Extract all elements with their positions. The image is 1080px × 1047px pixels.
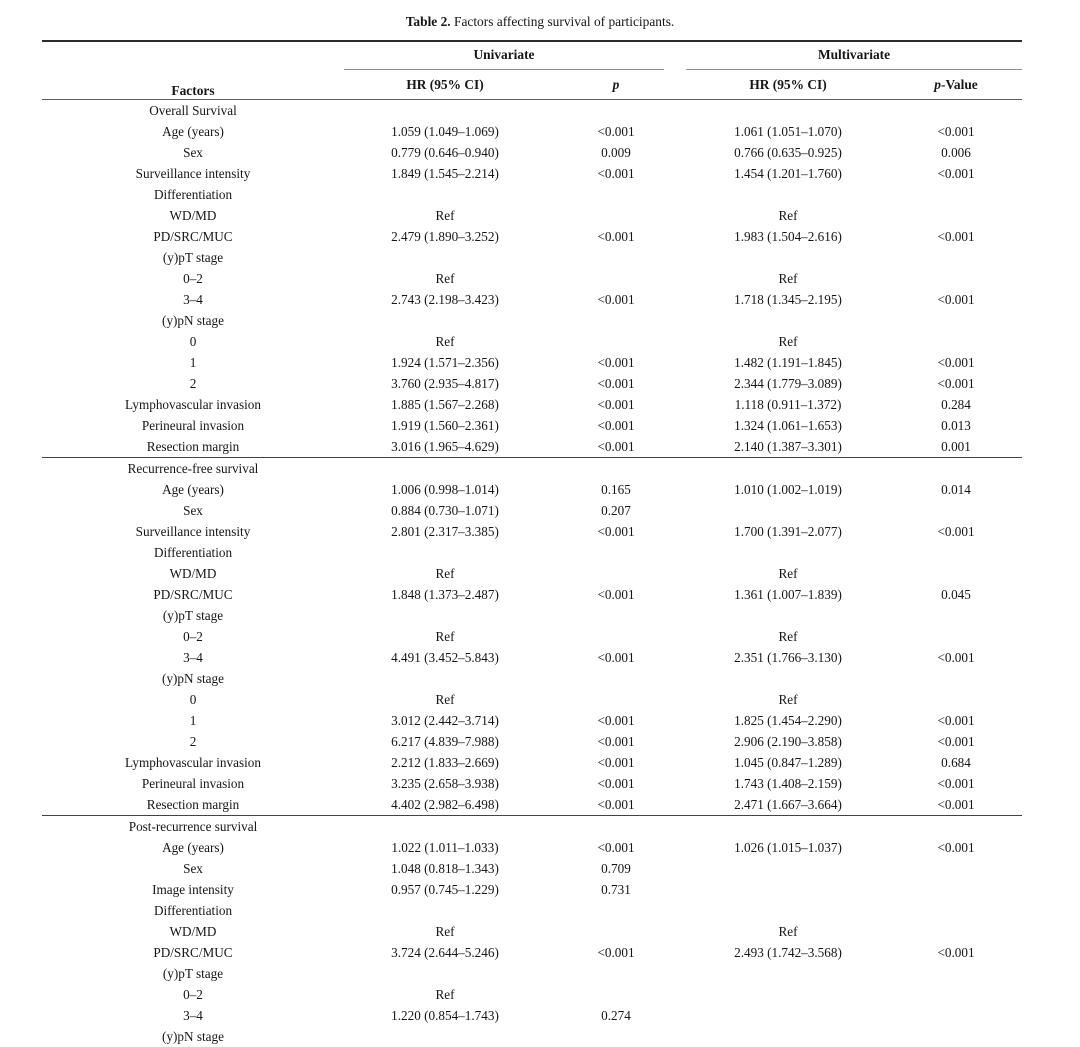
uni-p-cell: <0.001 <box>546 373 686 394</box>
table-row <box>42 205 1022 226</box>
factor-cell: (y)pN stage <box>42 668 344 689</box>
multi-p-cell <box>890 921 1022 942</box>
uni-hr-cell: 3.235 (2.658–3.938) <box>344 773 546 794</box>
table-row <box>42 163 1022 184</box>
uni-hr-cell <box>344 458 546 480</box>
factor-cell: 0–2 <box>42 984 344 1005</box>
multi-hr-cell: 1.045 (0.847–1.289) <box>686 752 890 773</box>
table-row <box>42 268 1022 289</box>
factor-cell: (y)pT stage <box>42 963 344 984</box>
multi-hr-cell: Ref <box>686 689 890 710</box>
uni-p-cell: <0.001 <box>546 352 686 373</box>
multi-p-cell <box>890 542 1022 563</box>
table-row <box>42 373 1022 394</box>
table-row <box>42 331 1022 352</box>
table-row <box>42 100 1022 122</box>
multi-hr-cell <box>686 605 890 626</box>
multi-p-cell <box>890 310 1022 331</box>
multi-p-cell: <0.001 <box>890 163 1022 184</box>
factor-cell: Perineural invasion <box>42 415 344 436</box>
factor-cell: Resection margin <box>42 794 344 816</box>
factor-cell: (y)pN stage <box>42 310 344 331</box>
uni-hr-cell: 1.006 (0.998–1.014) <box>344 479 546 500</box>
factor-cell: PD/SRC/MUC <box>42 584 344 605</box>
uni-hr-cell: 1.048 (0.818–1.343) <box>344 858 546 879</box>
table-caption <box>0 0 1080 40</box>
multi-p-cell: <0.001 <box>890 731 1022 752</box>
factor-cell: 0 <box>42 331 344 352</box>
multi-p-cell <box>890 626 1022 647</box>
multi-hr-cell: Ref <box>686 205 890 226</box>
uni-hr-cell: 0.884 (0.730–1.071) <box>344 500 546 521</box>
factor-cell: Perineural invasion <box>42 773 344 794</box>
uni-p-cell <box>546 205 686 226</box>
multi-hr-cell: Ref <box>686 563 890 584</box>
factor-cell: Age (years) <box>42 837 344 858</box>
multi-hr-cell: 1.026 (1.015–1.037) <box>686 837 890 858</box>
table-caption-text: Factors affecting survival of participants. <box>454 14 674 29</box>
multi-hr-cell <box>686 858 890 879</box>
uni-p-cell <box>546 963 686 984</box>
multi-hr-cell: 1.718 (1.345–2.195) <box>686 289 890 310</box>
multi-p-cell: <0.001 <box>890 121 1022 142</box>
table-row <box>42 1026 1022 1047</box>
uni-p-cell <box>546 668 686 689</box>
uni-hr-cell: Ref <box>344 331 546 352</box>
table-row <box>42 731 1022 752</box>
section-overall-survival <box>42 100 1022 458</box>
table-row <box>42 563 1022 584</box>
group-header-row <box>42 41 1022 70</box>
multi-p-cell <box>890 247 1022 268</box>
factor-cell: Sex <box>42 142 344 163</box>
factor-cell: 2 <box>42 731 344 752</box>
table-row <box>42 142 1022 163</box>
multi-hr-cell <box>686 879 890 900</box>
uni-p-cell <box>546 816 686 838</box>
table-row <box>42 752 1022 773</box>
uni-hr-cell: 2.212 (1.833–2.669) <box>344 752 546 773</box>
factor-cell: Lymphovascular invasion <box>42 752 344 773</box>
uni-p-cell: <0.001 <box>546 121 686 142</box>
multivariate-p-header-suffix: -Value <box>941 77 978 92</box>
factor-cell: PD/SRC/MUC <box>42 942 344 963</box>
factor-cell: Sex <box>42 500 344 521</box>
uni-p-cell <box>546 184 686 205</box>
uni-p-cell: <0.001 <box>546 521 686 542</box>
uni-hr-cell: 1.022 (1.011–1.033) <box>344 837 546 858</box>
uni-p-cell <box>546 310 686 331</box>
table-row <box>42 226 1022 247</box>
factor-cell: 0–2 <box>42 626 344 647</box>
uni-p-cell: <0.001 <box>546 163 686 184</box>
table-row <box>42 289 1022 310</box>
uni-p-cell <box>546 247 686 268</box>
table-row <box>42 542 1022 563</box>
multi-hr-cell: 1.454 (1.201–1.760) <box>686 163 890 184</box>
factor-cell: Overall Survival <box>42 100 344 122</box>
univariate-group-header-cell <box>344 41 686 70</box>
factor-cell: Age (years) <box>42 121 344 142</box>
uni-p-cell <box>546 268 686 289</box>
table-row <box>42 1005 1022 1026</box>
uni-hr-cell <box>344 963 546 984</box>
uni-p-cell: <0.001 <box>546 436 686 458</box>
multi-p-cell <box>890 331 1022 352</box>
multi-hr-cell <box>686 963 890 984</box>
uni-hr-cell: 2.743 (2.198–3.423) <box>344 289 546 310</box>
multi-hr-cell: 1.743 (1.408–2.159) <box>686 773 890 794</box>
multi-hr-cell <box>686 500 890 521</box>
multi-p-cell: <0.001 <box>890 794 1022 816</box>
uni-hr-cell: 1.848 (1.373–2.487) <box>344 584 546 605</box>
table-row <box>42 668 1022 689</box>
uni-hr-cell: Ref <box>344 921 546 942</box>
multi-p-cell: <0.001 <box>890 942 1022 963</box>
multi-p-cell <box>890 816 1022 838</box>
table-row <box>42 415 1022 436</box>
multi-p-cell: <0.001 <box>890 521 1022 542</box>
multi-p-cell: <0.001 <box>890 226 1022 247</box>
table-row <box>42 247 1022 268</box>
uni-hr-cell: 3.760 (2.935–4.817) <box>344 373 546 394</box>
table-row <box>42 984 1022 1005</box>
factor-cell: Image intensity <box>42 879 344 900</box>
factor-cell: WD/MD <box>42 205 344 226</box>
factor-cell: (y)pT stage <box>42 605 344 626</box>
uni-p-cell: <0.001 <box>546 773 686 794</box>
uni-hr-cell: 1.849 (1.545–2.214) <box>344 163 546 184</box>
table-header <box>42 41 1022 100</box>
univariate-hr-header: HR (95% CI) <box>344 70 546 100</box>
uni-p-cell <box>546 563 686 584</box>
multi-p-cell: 0.684 <box>890 752 1022 773</box>
uni-p-cell: 0.274 <box>546 1005 686 1026</box>
uni-hr-cell: Ref <box>344 626 546 647</box>
uni-hr-cell: 2.479 (1.890–3.252) <box>344 226 546 247</box>
uni-hr-cell: Ref <box>344 984 546 1005</box>
uni-p-cell: <0.001 <box>546 289 686 310</box>
factor-cell: Sex <box>42 858 344 879</box>
factor-cell: 0 <box>42 689 344 710</box>
table-row <box>42 121 1022 142</box>
multi-p-cell: 0.013 <box>890 415 1022 436</box>
uni-p-cell <box>546 921 686 942</box>
uni-p-cell: <0.001 <box>546 752 686 773</box>
multi-p-cell <box>890 563 1022 584</box>
multi-hr-cell: 1.118 (0.911–1.372) <box>686 394 890 415</box>
multi-p-cell <box>890 668 1022 689</box>
section-post-recurrence-survival <box>42 816 1022 1047</box>
factor-cell: Post-recurrence survival <box>42 816 344 838</box>
factor-cell: WD/MD <box>42 921 344 942</box>
factor-cell: Lymphovascular invasion <box>42 394 344 415</box>
uni-hr-cell <box>344 668 546 689</box>
uni-p-cell <box>546 458 686 480</box>
multi-hr-cell <box>686 184 890 205</box>
table-row <box>42 436 1022 458</box>
multi-p-cell <box>890 205 1022 226</box>
univariate-group-label: Univariate <box>344 42 664 70</box>
table-row <box>42 689 1022 710</box>
uni-hr-cell <box>344 900 546 921</box>
factor-cell: 1 <box>42 352 344 373</box>
table-row <box>42 900 1022 921</box>
multi-p-cell: 0.001 <box>890 436 1022 458</box>
factor-cell: Recurrence-free survival <box>42 458 344 480</box>
uni-hr-cell: 3.012 (2.442–3.714) <box>344 710 546 731</box>
multi-hr-cell: 2.351 (1.766–3.130) <box>686 647 890 668</box>
table-row <box>42 647 1022 668</box>
uni-p-cell: <0.001 <box>546 710 686 731</box>
uni-p-cell: <0.001 <box>546 394 686 415</box>
multi-hr-cell: Ref <box>686 921 890 942</box>
table-row <box>42 394 1022 415</box>
uni-hr-cell: 1.924 (1.571–2.356) <box>344 352 546 373</box>
multi-hr-cell: Ref <box>686 331 890 352</box>
uni-p-cell <box>546 605 686 626</box>
multi-hr-cell <box>686 310 890 331</box>
multi-p-cell <box>890 689 1022 710</box>
multi-p-cell: <0.001 <box>890 373 1022 394</box>
factor-cell: 3–4 <box>42 289 344 310</box>
uni-hr-cell: 6.217 (4.839–7.988) <box>344 731 546 752</box>
factor-cell: 3–4 <box>42 647 344 668</box>
multi-hr-cell: 1.061 (1.051–1.070) <box>686 121 890 142</box>
multi-p-cell: <0.001 <box>890 289 1022 310</box>
multi-p-cell <box>890 879 1022 900</box>
table-row <box>42 794 1022 816</box>
uni-p-cell: <0.001 <box>546 837 686 858</box>
uni-p-cell: 0.207 <box>546 500 686 521</box>
table-row <box>42 879 1022 900</box>
uni-p-cell: <0.001 <box>546 226 686 247</box>
uni-p-cell: <0.001 <box>546 731 686 752</box>
uni-hr-cell: 1.059 (1.049–1.069) <box>344 121 546 142</box>
univariate-p-header: p <box>546 70 686 100</box>
uni-hr-cell: 1.885 (1.567–2.268) <box>344 394 546 415</box>
uni-p-cell <box>546 331 686 352</box>
table-row <box>42 963 1022 984</box>
survival-factors-table <box>42 40 1022 1047</box>
multi-p-cell: <0.001 <box>890 647 1022 668</box>
multi-p-cell: <0.001 <box>890 773 1022 794</box>
uni-p-cell <box>546 626 686 647</box>
table-row <box>42 584 1022 605</box>
multi-p-cell: <0.001 <box>890 710 1022 731</box>
multivariate-hr-header: HR (95% CI) <box>686 70 890 100</box>
multi-hr-cell: 2.493 (1.742–3.568) <box>686 942 890 963</box>
multi-p-cell <box>890 1026 1022 1047</box>
multi-hr-cell: 1.482 (1.191–1.845) <box>686 352 890 373</box>
factor-cell: Age (years) <box>42 479 344 500</box>
table-row <box>42 858 1022 879</box>
multivariate-group-label: Multivariate <box>686 42 1022 70</box>
multi-hr-cell: Ref <box>686 626 890 647</box>
multivariate-group-header-cell <box>686 41 1022 70</box>
multi-hr-cell: 2.344 (1.779–3.089) <box>686 373 890 394</box>
multi-p-cell <box>890 963 1022 984</box>
uni-p-cell <box>546 984 686 1005</box>
uni-hr-cell <box>344 605 546 626</box>
factor-cell: Differentiation <box>42 542 344 563</box>
table-row <box>42 626 1022 647</box>
multi-p-cell <box>890 184 1022 205</box>
table-row <box>42 458 1022 480</box>
table-row <box>42 921 1022 942</box>
factor-cell: (y)pN stage <box>42 1026 344 1047</box>
multi-hr-cell <box>686 247 890 268</box>
multi-hr-cell: 1.825 (1.454–2.290) <box>686 710 890 731</box>
multi-p-cell: <0.001 <box>890 837 1022 858</box>
multi-hr-cell: 1.700 (1.391–2.077) <box>686 521 890 542</box>
multi-p-cell: 0.045 <box>890 584 1022 605</box>
multi-hr-cell: 1.010 (1.002–1.019) <box>686 479 890 500</box>
multi-p-cell <box>890 100 1022 122</box>
table-row <box>42 479 1022 500</box>
uni-hr-cell: 4.491 (3.452–5.843) <box>344 647 546 668</box>
multi-hr-cell: 2.471 (1.667–3.664) <box>686 794 890 816</box>
factor-cell: 0–2 <box>42 268 344 289</box>
uni-hr-cell <box>344 1026 546 1047</box>
table-row <box>42 710 1022 731</box>
factor-cell: 2 <box>42 373 344 394</box>
uni-hr-cell <box>344 310 546 331</box>
factor-cell: 3–4 <box>42 1005 344 1026</box>
table-row <box>42 942 1022 963</box>
uni-p-cell: 0.709 <box>546 858 686 879</box>
multi-hr-cell <box>686 1005 890 1026</box>
multi-hr-cell: 2.140 (1.387–3.301) <box>686 436 890 458</box>
section-recurrence-free-survival <box>42 458 1022 816</box>
multi-hr-cell: 1.983 (1.504–2.616) <box>686 226 890 247</box>
uni-p-cell: 0.165 <box>546 479 686 500</box>
uni-hr-cell: 3.724 (2.644–5.246) <box>344 942 546 963</box>
uni-p-cell: <0.001 <box>546 794 686 816</box>
table-row <box>42 310 1022 331</box>
multi-p-cell <box>890 605 1022 626</box>
uni-p-cell <box>546 542 686 563</box>
uni-hr-cell: Ref <box>344 689 546 710</box>
uni-p-cell <box>546 900 686 921</box>
uni-hr-cell <box>344 816 546 838</box>
multi-p-cell <box>890 458 1022 480</box>
multi-p-cell <box>890 268 1022 289</box>
uni-p-cell <box>546 100 686 122</box>
table-row <box>42 837 1022 858</box>
multi-hr-cell <box>686 816 890 838</box>
uni-p-cell: <0.001 <box>546 415 686 436</box>
uni-hr-cell: 1.220 (0.854–1.743) <box>344 1005 546 1026</box>
uni-p-cell: 0.731 <box>546 879 686 900</box>
factor-cell: 1 <box>42 710 344 731</box>
multi-hr-cell <box>686 458 890 480</box>
uni-p-cell <box>546 689 686 710</box>
uni-p-cell: <0.001 <box>546 584 686 605</box>
uni-p-cell: <0.001 <box>546 647 686 668</box>
table-row <box>42 184 1022 205</box>
multi-hr-cell <box>686 668 890 689</box>
factor-cell: (y)pT stage <box>42 247 344 268</box>
multi-p-cell <box>890 984 1022 1005</box>
multi-p-cell: 0.284 <box>890 394 1022 415</box>
factor-cell: Surveillance intensity <box>42 163 344 184</box>
factors-column-header: Factors <box>42 41 344 100</box>
multi-hr-cell <box>686 542 890 563</box>
factor-cell: WD/MD <box>42 563 344 584</box>
table-row <box>42 500 1022 521</box>
table-row <box>42 352 1022 373</box>
uni-hr-cell <box>344 542 546 563</box>
uni-hr-cell: Ref <box>344 205 546 226</box>
uni-hr-cell: Ref <box>344 563 546 584</box>
multi-p-cell <box>890 1005 1022 1026</box>
multi-hr-cell <box>686 100 890 122</box>
multi-hr-cell: 1.361 (1.007–1.839) <box>686 584 890 605</box>
multi-p-cell <box>890 858 1022 879</box>
multi-hr-cell: 2.906 (2.190–3.858) <box>686 731 890 752</box>
multivariate-p-header-italic: p <box>934 77 941 92</box>
factor-cell: Surveillance intensity <box>42 521 344 542</box>
multi-p-cell <box>890 500 1022 521</box>
uni-hr-cell: 0.779 (0.646–0.940) <box>344 142 546 163</box>
multi-p-cell: <0.001 <box>890 352 1022 373</box>
uni-hr-cell <box>344 100 546 122</box>
table-row <box>42 816 1022 838</box>
uni-hr-cell <box>344 247 546 268</box>
uni-p-cell: 0.009 <box>546 142 686 163</box>
uni-hr-cell: 0.957 (0.745–1.229) <box>344 879 546 900</box>
uni-hr-cell: Ref <box>344 268 546 289</box>
factor-cell: Resection margin <box>42 436 344 458</box>
uni-hr-cell: 2.801 (2.317–3.385) <box>344 521 546 542</box>
multi-p-cell: 0.006 <box>890 142 1022 163</box>
multi-hr-cell <box>686 984 890 1005</box>
table-row <box>42 605 1022 626</box>
uni-hr-cell <box>344 184 546 205</box>
multi-hr-cell <box>686 900 890 921</box>
uni-hr-cell: 1.919 (1.560–2.361) <box>344 415 546 436</box>
multi-p-cell: 0.014 <box>890 479 1022 500</box>
multi-hr-cell: 1.324 (1.061–1.653) <box>686 415 890 436</box>
multi-hr-cell <box>686 1026 890 1047</box>
uni-hr-cell: 3.016 (1.965–4.629) <box>344 436 546 458</box>
table-row <box>42 773 1022 794</box>
uni-p-cell <box>546 1026 686 1047</box>
uni-hr-cell: 4.402 (2.982–6.498) <box>344 794 546 816</box>
multi-p-cell <box>890 900 1022 921</box>
table-row <box>42 521 1022 542</box>
multivariate-p-header <box>890 70 1022 100</box>
factor-cell: PD/SRC/MUC <box>42 226 344 247</box>
factor-cell: Differentiation <box>42 900 344 921</box>
multi-hr-cell: 0.766 (0.635–0.925) <box>686 142 890 163</box>
uni-p-cell: <0.001 <box>546 942 686 963</box>
factor-cell: Differentiation <box>42 184 344 205</box>
multi-hr-cell: Ref <box>686 268 890 289</box>
table-caption-label: Table 2. <box>406 14 451 29</box>
